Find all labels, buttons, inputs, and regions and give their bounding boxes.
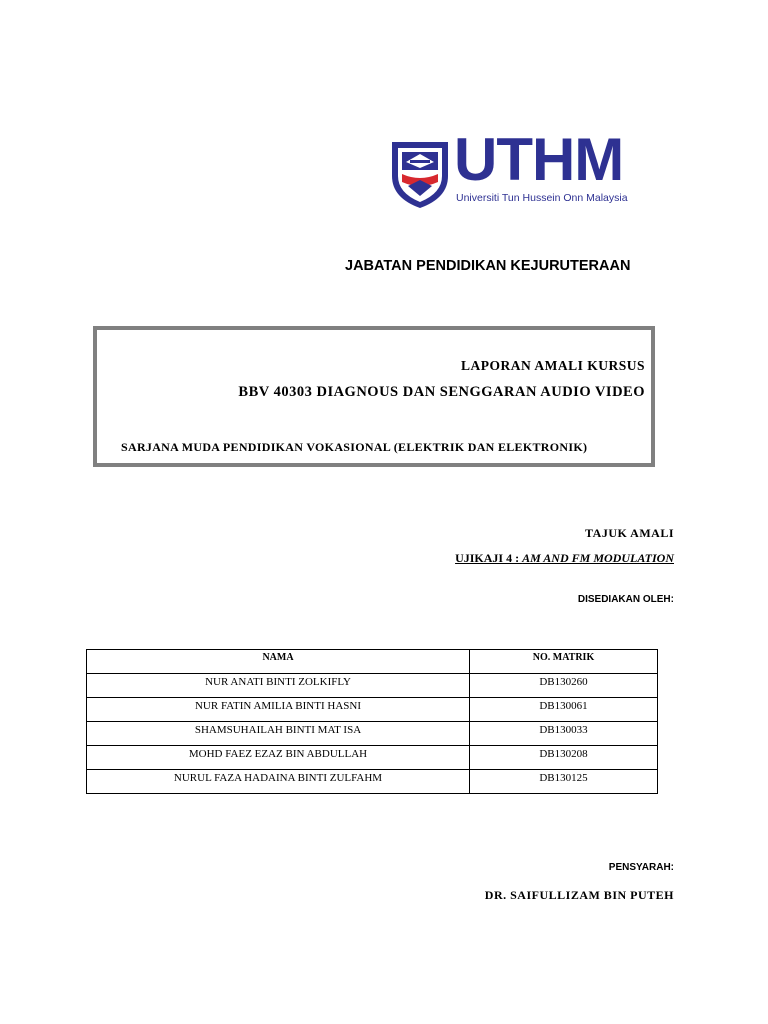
practical-heading: TAJUK AMALI bbox=[585, 526, 674, 540]
lecturer-label: PENSYARAH: bbox=[608, 862, 674, 873]
practical-prefix: UJIKAJI 4 : bbox=[455, 551, 523, 565]
logo-subtitle: Universiti Tun Hussein Onn Malaysia bbox=[456, 192, 628, 204]
member-matric: DB130208 bbox=[470, 746, 658, 770]
header-name: NAMA bbox=[87, 650, 470, 674]
prepared-by-label: DISEDIAKAN OLEH: bbox=[577, 594, 674, 605]
members-table bbox=[86, 649, 658, 794]
member-matric: DB130033 bbox=[470, 722, 658, 746]
lecturer-name: DR. SAIFULLIZAM BIN PUTEH bbox=[484, 888, 674, 902]
member-matric: DB130061 bbox=[470, 698, 658, 722]
member-matric: DB130260 bbox=[470, 674, 658, 698]
uthm-crest-icon bbox=[388, 136, 452, 210]
practical-title bbox=[455, 551, 674, 566]
member-name: NURUL FAZA HADAINA BINTI ZULFAHM bbox=[87, 770, 470, 794]
table-row bbox=[87, 698, 658, 722]
member-name: SHAMSUHAILAH BINTI MAT ISA bbox=[87, 722, 470, 746]
department-heading: JABATAN PENDIDIKAN KEJURUTERAAN bbox=[345, 258, 631, 274]
table-row bbox=[87, 746, 658, 770]
university-logo bbox=[380, 88, 672, 248]
table-row bbox=[87, 722, 658, 746]
course-title: BBV 40303 DIAGNOUS DAN SENGGARAN AUDIO VIDEO bbox=[238, 384, 645, 400]
report-title: LAPORAN AMALI KURSUS bbox=[460, 358, 645, 373]
member-name: NUR FATIN AMILIA BINTI HASNI bbox=[87, 698, 470, 722]
practical-name: AM AND FM MODULATION bbox=[522, 551, 674, 565]
title-box bbox=[93, 326, 655, 467]
table-row bbox=[87, 770, 658, 794]
member-name: NUR ANATI BINTI ZOLKIFLY bbox=[87, 674, 470, 698]
logo-wordmark: UTHM bbox=[454, 126, 624, 193]
member-matric: DB130125 bbox=[470, 770, 658, 794]
program-title: SARJANA MUDA PENDIDIKAN VOKASIONAL (ELEKTRIK DAN ELEKTRONIK) bbox=[121, 440, 588, 454]
member-name: MOHD FAEZ EZAZ BIN ABDULLAH bbox=[87, 746, 470, 770]
table-header-row bbox=[87, 650, 658, 674]
table-row bbox=[87, 674, 658, 698]
header-matric: NO. MATRIK bbox=[470, 650, 658, 674]
